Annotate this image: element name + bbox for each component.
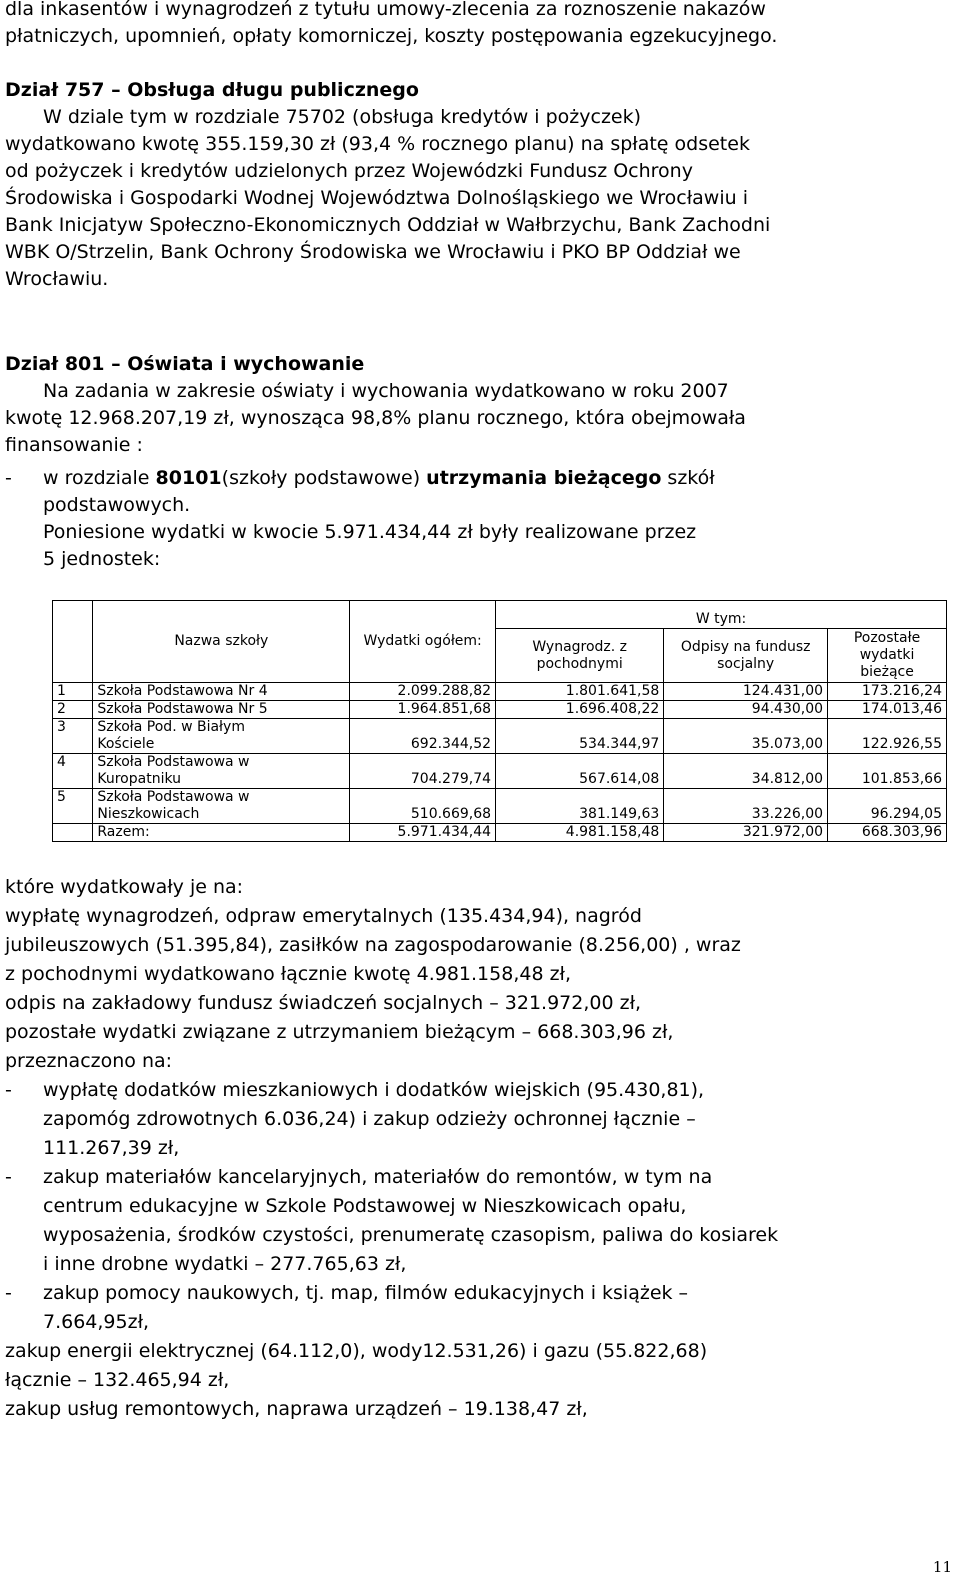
text-line: wydatkowano kwotę 355.159,30 zł (93,4 % rocznego planu) na spłatę odsetek <box>5 133 750 155</box>
text-line: płatniczych, upomnień, opłaty komorniczej, koszty postępowania egzekucyjnego. <box>5 25 778 47</box>
bullet-emphasis: utrzymania bieżącego <box>426 467 662 489</box>
text-line: 5 jednostek: <box>43 548 161 570</box>
row-number: 4 <box>53 754 93 789</box>
text-line: pozostałe wydatki związane z utrzymaniem bieżącym – 668.303,96 zł, <box>5 1021 674 1043</box>
school-name <box>93 701 350 719</box>
text-line: Poniesione wydatki w kwocie 5.971.434,44 zł były realizowane przez <box>43 521 697 543</box>
bullet-line: zapomóg zdrowotnych 6.036,24) i zakup odzieży ochronnej łącznie – <box>43 1108 696 1130</box>
other-cell: 96.294,05 <box>828 789 947 824</box>
table-row <box>53 719 947 754</box>
fund-cell: 34.812,00 <box>664 754 828 789</box>
table-row <box>53 754 947 789</box>
wages-cell: 1.696.408,22 <box>496 701 664 719</box>
total-cell: 2.099.288,82 <box>350 683 496 701</box>
total-cell: 692.344,52 <box>350 719 496 754</box>
sum-fund: 321.972,00 <box>664 824 828 842</box>
bullet-line: zakup pomocy naukowych, tj. map, filmów edukacyjnych i książek – <box>43 1282 689 1304</box>
sum-wages: 4.981.158,48 <box>496 824 664 842</box>
text-line: z pochodnymi wydatkowano łącznie kwotę 4.981.158,48 zł, <box>5 963 571 985</box>
school-name <box>93 683 350 701</box>
bullet-line: wyposażenia, środków czystości, prenumeratę czasopism, paliwa do kosiarek <box>43 1224 779 1246</box>
section-heading-801: Dział 801 – Oświata i wychowanie <box>5 353 365 375</box>
text-line: Wrocławiu. <box>5 268 109 290</box>
section-heading-757: Dział 757 – Obsługa długu publicznego <box>5 79 419 101</box>
sum-total: 5.971.434,44 <box>350 824 496 842</box>
other-cell: 173.216,24 <box>828 683 947 701</box>
school-name-line: Szkoła Podstawowa Nr 4 <box>97 683 268 699</box>
bullet-line: zakup materiałów kancelaryjnych, materiałów do remontów, w tym na <box>43 1166 713 1188</box>
header-name: Nazwa szkoły <box>93 601 350 683</box>
text-line: łącznie – 132.465,94 zł, <box>5 1369 230 1391</box>
fund-cell: 35.073,00 <box>664 719 828 754</box>
header-cell <box>53 601 93 683</box>
table-row <box>53 789 947 824</box>
bullet-line: i inne drobne wydatki – 277.765,63 zł, <box>43 1253 407 1275</box>
school-name-line: Szkoła Podstawowa Nr 5 <box>97 701 268 717</box>
total-cell: 704.279,74 <box>350 754 496 789</box>
wages-cell: 534.344,97 <box>496 719 664 754</box>
school-name <box>93 754 350 789</box>
header-fund: Odpisy na fundusz socjalny <box>664 629 828 683</box>
text-line: odpis na zakładowy fundusz świadczeń socjalnych – 321.972,00 zł, <box>5 992 642 1014</box>
school-name-line: Kuropatniku <box>97 771 182 787</box>
total-cell: 510.669,68 <box>350 789 496 824</box>
text-line: kwotę 12.968.207,19 zł, wynosząca 98,8% planu rocznego, która obejmowała <box>5 407 746 429</box>
bullet-line: 7.664,95zł, <box>43 1311 150 1333</box>
sum-other: 668.303,96 <box>828 824 947 842</box>
chapter-code: 80101 <box>155 467 222 489</box>
header-wtym: W tym: <box>496 601 947 629</box>
text-line: dla inkasentów i wynagrodzeń z tytułu umowy-zlecenia za roznoszenie nakazów <box>5 0 766 20</box>
text-line: Na zadania w zakresie oświaty i wychowania wydatkowano w roku 2007 <box>43 380 729 402</box>
text-line: Bank Inicjatyw Społeczno-Ekonomicznych Oddział w Wałbrzychu, Bank Zachodni <box>5 214 771 236</box>
school-name-line: Kościele <box>97 736 155 752</box>
school-name-line: Szkoła Podstawowa w <box>97 754 250 770</box>
fund-cell: 94.430,00 <box>664 701 828 719</box>
wages-cell: 567.614,08 <box>496 754 664 789</box>
school-name-line: Szkoła Pod. w Białym <box>97 719 245 735</box>
table-row <box>53 683 947 701</box>
total-cell: 1.964.851,68 <box>350 701 496 719</box>
bullet-line: wypłatę dodatków mieszkaniowych i dodatków wiejskich (95.430,81), <box>43 1079 705 1101</box>
page-number: 11 <box>932 1558 952 1576</box>
text-line: Środowiska i Gospodarki Wodnej Województwa Dolnośląskiego we Wrocławiu i <box>5 187 748 209</box>
text-line: WBK O/Strzelin, Bank Ochrony Środowiska we Wrocławiu i PKO BP Oddział we <box>5 241 741 263</box>
bullet-dash: - <box>5 1282 12 1304</box>
text-line: W dziale tym w rozdziale 75702 (obsługa kredytów i pożyczek) <box>43 106 642 128</box>
text-line: wypłatę wynagrodzeń, odpraw emerytalnych (135.434,94), nagród <box>5 905 642 927</box>
row-number: 3 <box>53 719 93 754</box>
header-other: Pozostałe wydatki bieżące <box>828 629 947 683</box>
bullet-text: szkół <box>661 467 715 489</box>
text-line: finansowanie : <box>5 434 143 456</box>
school-name <box>93 719 350 754</box>
row-number: 2 <box>53 701 93 719</box>
bullet-text: (szkoły podstawowe) <box>221 467 427 489</box>
text-line: zakup energii elektrycznej (64.112,0), wody12.531,26) i gazu (55.822,68) <box>5 1340 708 1362</box>
text-line: które wydatkowały je na: <box>5 876 244 898</box>
table-row <box>53 701 947 719</box>
text-line: od pożyczek i kredytów udzielonych przez Wojewódzki Fundusz Ochrony <box>5 160 693 182</box>
bullet-dash: - <box>5 1079 12 1101</box>
bullet-text: w rozdziale <box>43 467 156 489</box>
text-line: podstawowych. <box>43 494 191 516</box>
bullet-dash: - <box>5 467 12 489</box>
school-name-line: Szkoła Podstawowa w <box>97 789 250 805</box>
bullet-dash: - <box>5 1166 12 1188</box>
table-header-row <box>53 601 947 629</box>
bullet-line: centrum edukacyjne w Szkole Podstawowej w Nieszkowicach opału, <box>43 1195 687 1217</box>
other-cell: 122.926,55 <box>828 719 947 754</box>
header-total: Wydatki ogółem: <box>350 601 496 683</box>
row-number <box>53 824 93 842</box>
text-line: jubileuszowych (51.395,84), zasiłków na zagospodarowanie (8.256,00) , wraz <box>5 934 741 956</box>
bullet-line <box>43 465 715 492</box>
sum-label: Razem: <box>93 824 350 842</box>
text-line: przeznaczono na: <box>5 1050 173 1072</box>
row-number: 1 <box>53 683 93 701</box>
fund-cell: 33.226,00 <box>664 789 828 824</box>
school-name-line: Nieszkowicach <box>97 806 200 822</box>
wages-cell: 1.801.641,58 <box>496 683 664 701</box>
bullet-line: 111.267,39 zł, <box>43 1137 180 1159</box>
school-name <box>93 789 350 824</box>
other-cell: 101.853,66 <box>828 754 947 789</box>
row-number: 5 <box>53 789 93 824</box>
fund-cell: 124.431,00 <box>664 683 828 701</box>
expenses-table <box>52 600 947 842</box>
wages-cell: 381.149,63 <box>496 789 664 824</box>
header-wages: Wynagrodz. z pochodnymi <box>496 629 664 683</box>
text-line: zakup usług remontowych, naprawa urządzeń – 19.138,47 zł, <box>5 1398 588 1420</box>
table-sum-row <box>53 824 947 842</box>
other-cell: 174.013,46 <box>828 701 947 719</box>
